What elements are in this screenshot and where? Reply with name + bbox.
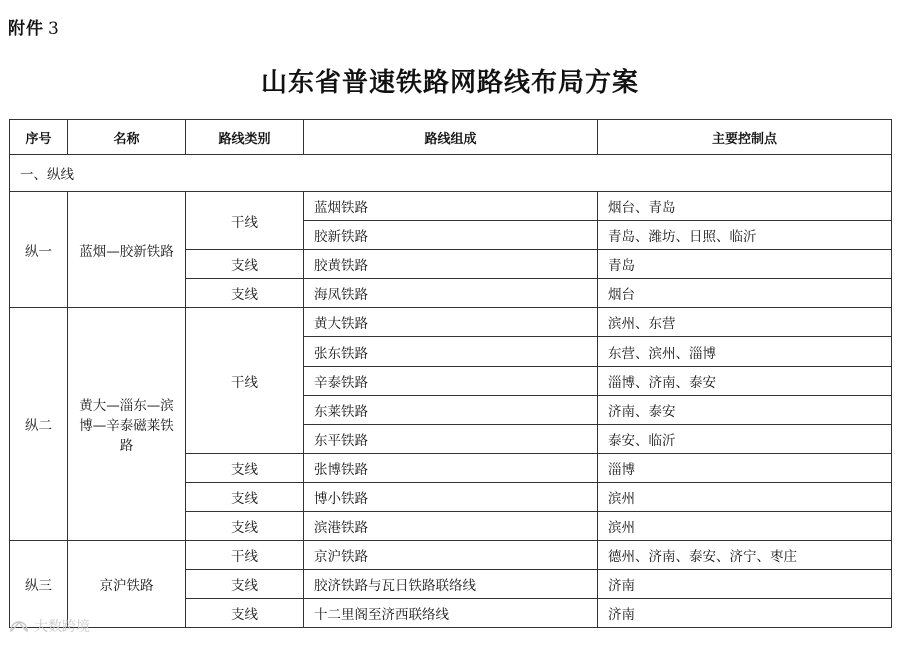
route-type: 干线 [186,541,304,570]
page-title: 山东省普速铁路网路线布局方案 [260,68,639,98]
route-type: 支线 [186,250,304,279]
table-row [10,308,892,337]
route-name: 胶新铁路 [304,221,598,250]
route-name: 东莱铁路 [304,395,598,424]
route-type: 支线 [186,512,304,541]
control-points: 青岛、潍坊、日照、临沂 [598,221,892,250]
route-type: 干线 [186,308,304,453]
group-seq: 纵三 [10,541,68,628]
group-name: 黄大—淄东—滨博—辛泰磁莱铁路 [68,308,186,541]
control-points: 东营、滨州、淄博 [598,337,892,366]
control-points: 滨州 [598,482,892,511]
route-name: 滨港铁路 [304,512,598,541]
table-row [10,541,892,570]
section-row [10,155,892,192]
control-points: 青岛 [598,250,892,279]
route-name: 东平铁路 [304,424,598,453]
route-type: 支线 [186,453,304,482]
route-type: 支线 [186,599,304,628]
header-name: 名称 [68,120,186,155]
header-points: 主要控制点 [598,120,892,155]
annex-number: 3 [48,19,60,39]
annex-text: 附件 [8,19,44,39]
route-type: 干线 [186,192,304,250]
header-type: 路线类别 [186,120,304,155]
route-name: 海凤铁路 [304,279,598,308]
control-points: 烟台、青岛 [598,192,892,221]
route-name: 黄大铁路 [304,308,598,337]
railway-table [9,119,892,628]
control-points: 济南 [598,570,892,599]
header-route: 路线组成 [304,120,598,155]
route-type: 支线 [186,279,304,308]
route-name: 辛泰铁路 [304,366,598,395]
group-seq: 纵二 [10,308,68,541]
watermark-text: 大数跨境 [34,619,90,635]
control-points: 济南、泰安 [598,395,892,424]
table-row [10,192,892,221]
group-name: 蓝烟—胶新铁路 [68,192,186,308]
group-name: 京沪铁路 [68,541,186,628]
control-points: 德州、济南、泰安、济宁、枣庄 [598,541,892,570]
route-name: 十二里阁至济西联络线 [304,599,598,628]
route-name: 胶黄铁路 [304,250,598,279]
route-name: 张东铁路 [304,337,598,366]
section-label: 一、纵线 [10,155,892,192]
control-points: 淄博 [598,453,892,482]
sprout-icon [8,619,30,633]
table-header-row [10,120,892,155]
control-points: 淄博、济南、泰安 [598,366,892,395]
route-name: 京沪铁路 [304,541,598,570]
route-type: 支线 [186,570,304,599]
watermark [8,616,90,636]
annex-label [8,14,60,39]
control-points: 滨州、东营 [598,308,892,337]
control-points: 滨州 [598,512,892,541]
control-points: 烟台 [598,279,892,308]
route-name: 胶济铁路与瓦日铁路联络线 [304,570,598,599]
route-name: 蓝烟铁路 [304,192,598,221]
route-name: 博小铁路 [304,482,598,511]
route-name: 张博铁路 [304,453,598,482]
header-seq: 序号 [10,120,68,155]
control-points: 泰安、临沂 [598,424,892,453]
control-points: 济南 [598,599,892,628]
route-type: 支线 [186,482,304,511]
group-seq: 纵一 [10,192,68,308]
